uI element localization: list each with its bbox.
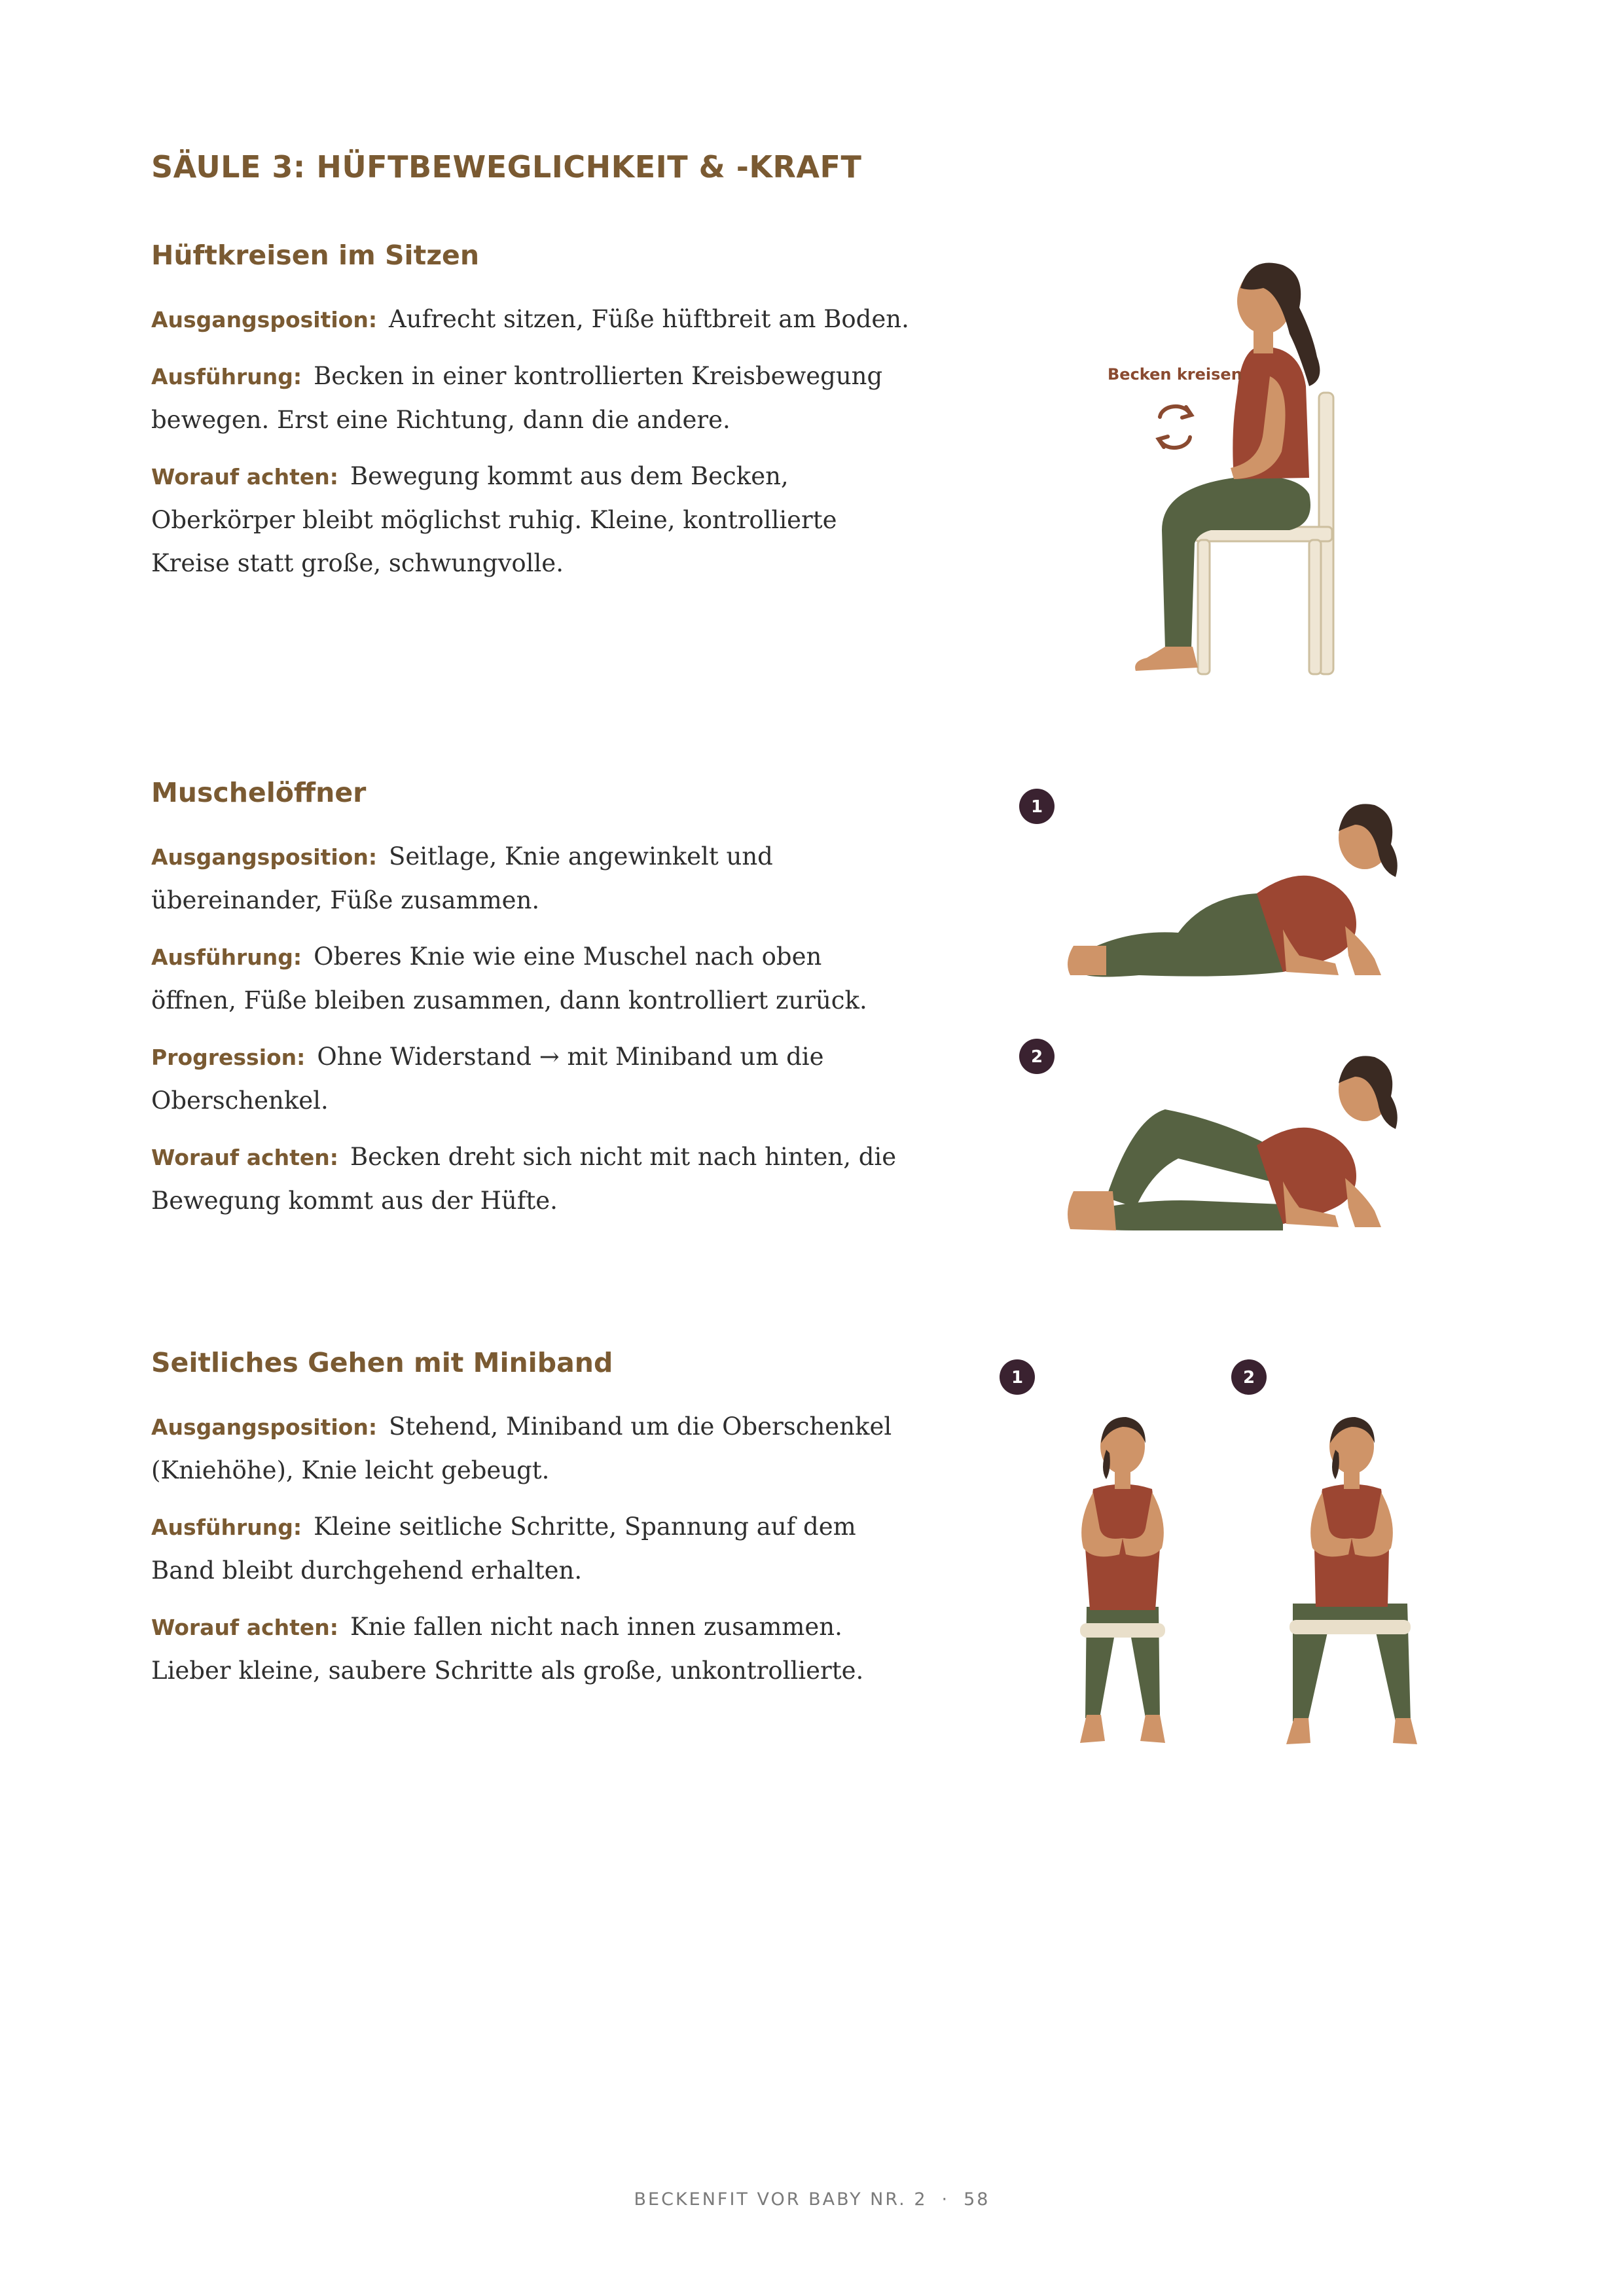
step-number: 2	[1030, 1047, 1043, 1067]
seated-pelvis-circle-illustration	[1074, 236, 1414, 694]
exercise-3-worauf-achten	[151, 1605, 911, 1693]
step-number: 1	[1011, 1368, 1024, 1388]
miniband-icon	[1080, 1623, 1165, 1638]
field-label: Ausgangsposition:	[151, 844, 378, 870]
field-text: Knie fallen nicht nach innen zusammen. Lieber kleine, saubere Schritte als große, unkontrollierte.	[151, 1613, 864, 1685]
field-text: Bewegung kommt aus dem Becken, Oberkörper bleibt möglichst ruhig. Kleine, kontrollierte Kreise statt große, schwungvolle.	[151, 462, 837, 577]
clamshell-closed-figure	[1068, 804, 1398, 977]
page-number: 58	[964, 2189, 990, 2210]
field-label: Ausführung:	[151, 364, 302, 389]
footer-separator: ·	[941, 2189, 950, 2210]
miniband-icon	[1290, 1620, 1411, 1634]
field-label: Progression:	[151, 1045, 306, 1070]
exercise-2-ausfuehrung	[151, 935, 911, 1022]
field-text: Becken in einer kontrollierten Kreisbewegung bewegen. Erst eine Richtung, dann die andere.	[151, 362, 883, 434]
exercise-2-ausgangsposition	[151, 835, 911, 922]
exercise-3-ausfuehrung	[151, 1505, 911, 1592]
standing-miniband-illustration	[988, 1352, 1479, 1770]
field-text: Aufrecht sitzen, Füße hüftbreit am Boden.	[389, 305, 909, 333]
field-label: Worauf achten:	[151, 1615, 338, 1640]
field-label: Ausführung:	[151, 1515, 302, 1540]
exercise-2-worauf-achten	[151, 1136, 911, 1223]
page-title: SÄULE 3: HÜFTBEWEGLICHKEIT & -KRAFT	[151, 149, 862, 185]
clamshell-open-figure	[1068, 1056, 1398, 1230]
leggings-icon	[1162, 476, 1310, 649]
circle-arrows-icon	[1159, 406, 1191, 448]
standing-figure-1	[1080, 1417, 1165, 1743]
field-label: Worauf achten:	[151, 464, 338, 490]
exercise-3-ausgangsposition	[151, 1405, 911, 1492]
field-text: Ohne Widerstand → mit Miniband um die Oberschenkel.	[151, 1043, 824, 1115]
field-text: Stehend, Miniband um die Oberschenkel (Kniehöhe), Knie leicht gebeugt.	[151, 1412, 892, 1484]
illustration-label: Becken kreisen	[1108, 365, 1242, 384]
step-number: 1	[1030, 797, 1043, 817]
field-label: Ausführung:	[151, 944, 302, 970]
exercise-2-progression	[151, 1035, 911, 1122]
exercise-title-seitliches-gehen: Seitliches Gehen mit Miniband	[151, 1347, 613, 1378]
standing-figure-2	[1286, 1417, 1417, 1744]
exercise-title-muscheloeffner: Muschelöffner	[151, 777, 367, 808]
exercise-1-ausgangsposition	[151, 298, 911, 342]
feet-icon	[1135, 647, 1198, 671]
exercise-1-worauf-achten	[151, 455, 911, 585]
field-label: Ausgangsposition:	[151, 307, 378, 332]
exercise-title-hueftkreisen: Hüftkreisen im Sitzen	[151, 240, 480, 271]
page-footer	[0, 2189, 1624, 2210]
field-text: Seitlage, Knie angewinkelt und übereinander, Füße zusammen.	[151, 842, 773, 914]
field-text: Oberes Knie wie eine Muschel nach oben öffnen, Füße bleiben zusammen, dann kontrolliert zurück.	[151, 942, 867, 1014]
footer-book-title: BECKENFIT VOR BABY NR. 2	[634, 2189, 928, 2210]
field-text: Becken dreht sich nicht mit nach hinten, die Bewegung kommt aus der Hüfte.	[151, 1143, 897, 1215]
field-label: Worauf achten:	[151, 1145, 338, 1170]
field-label: Ausgangsposition:	[151, 1414, 378, 1440]
field-text: Kleine seitliche Schritte, Spannung auf dem Band bleibt durchgehend erhalten.	[151, 1513, 856, 1585]
exercise-1-ausfuehrung	[151, 355, 911, 442]
step-number: 2	[1242, 1368, 1255, 1388]
side-lying-clamshell-illustration	[1008, 779, 1466, 1257]
